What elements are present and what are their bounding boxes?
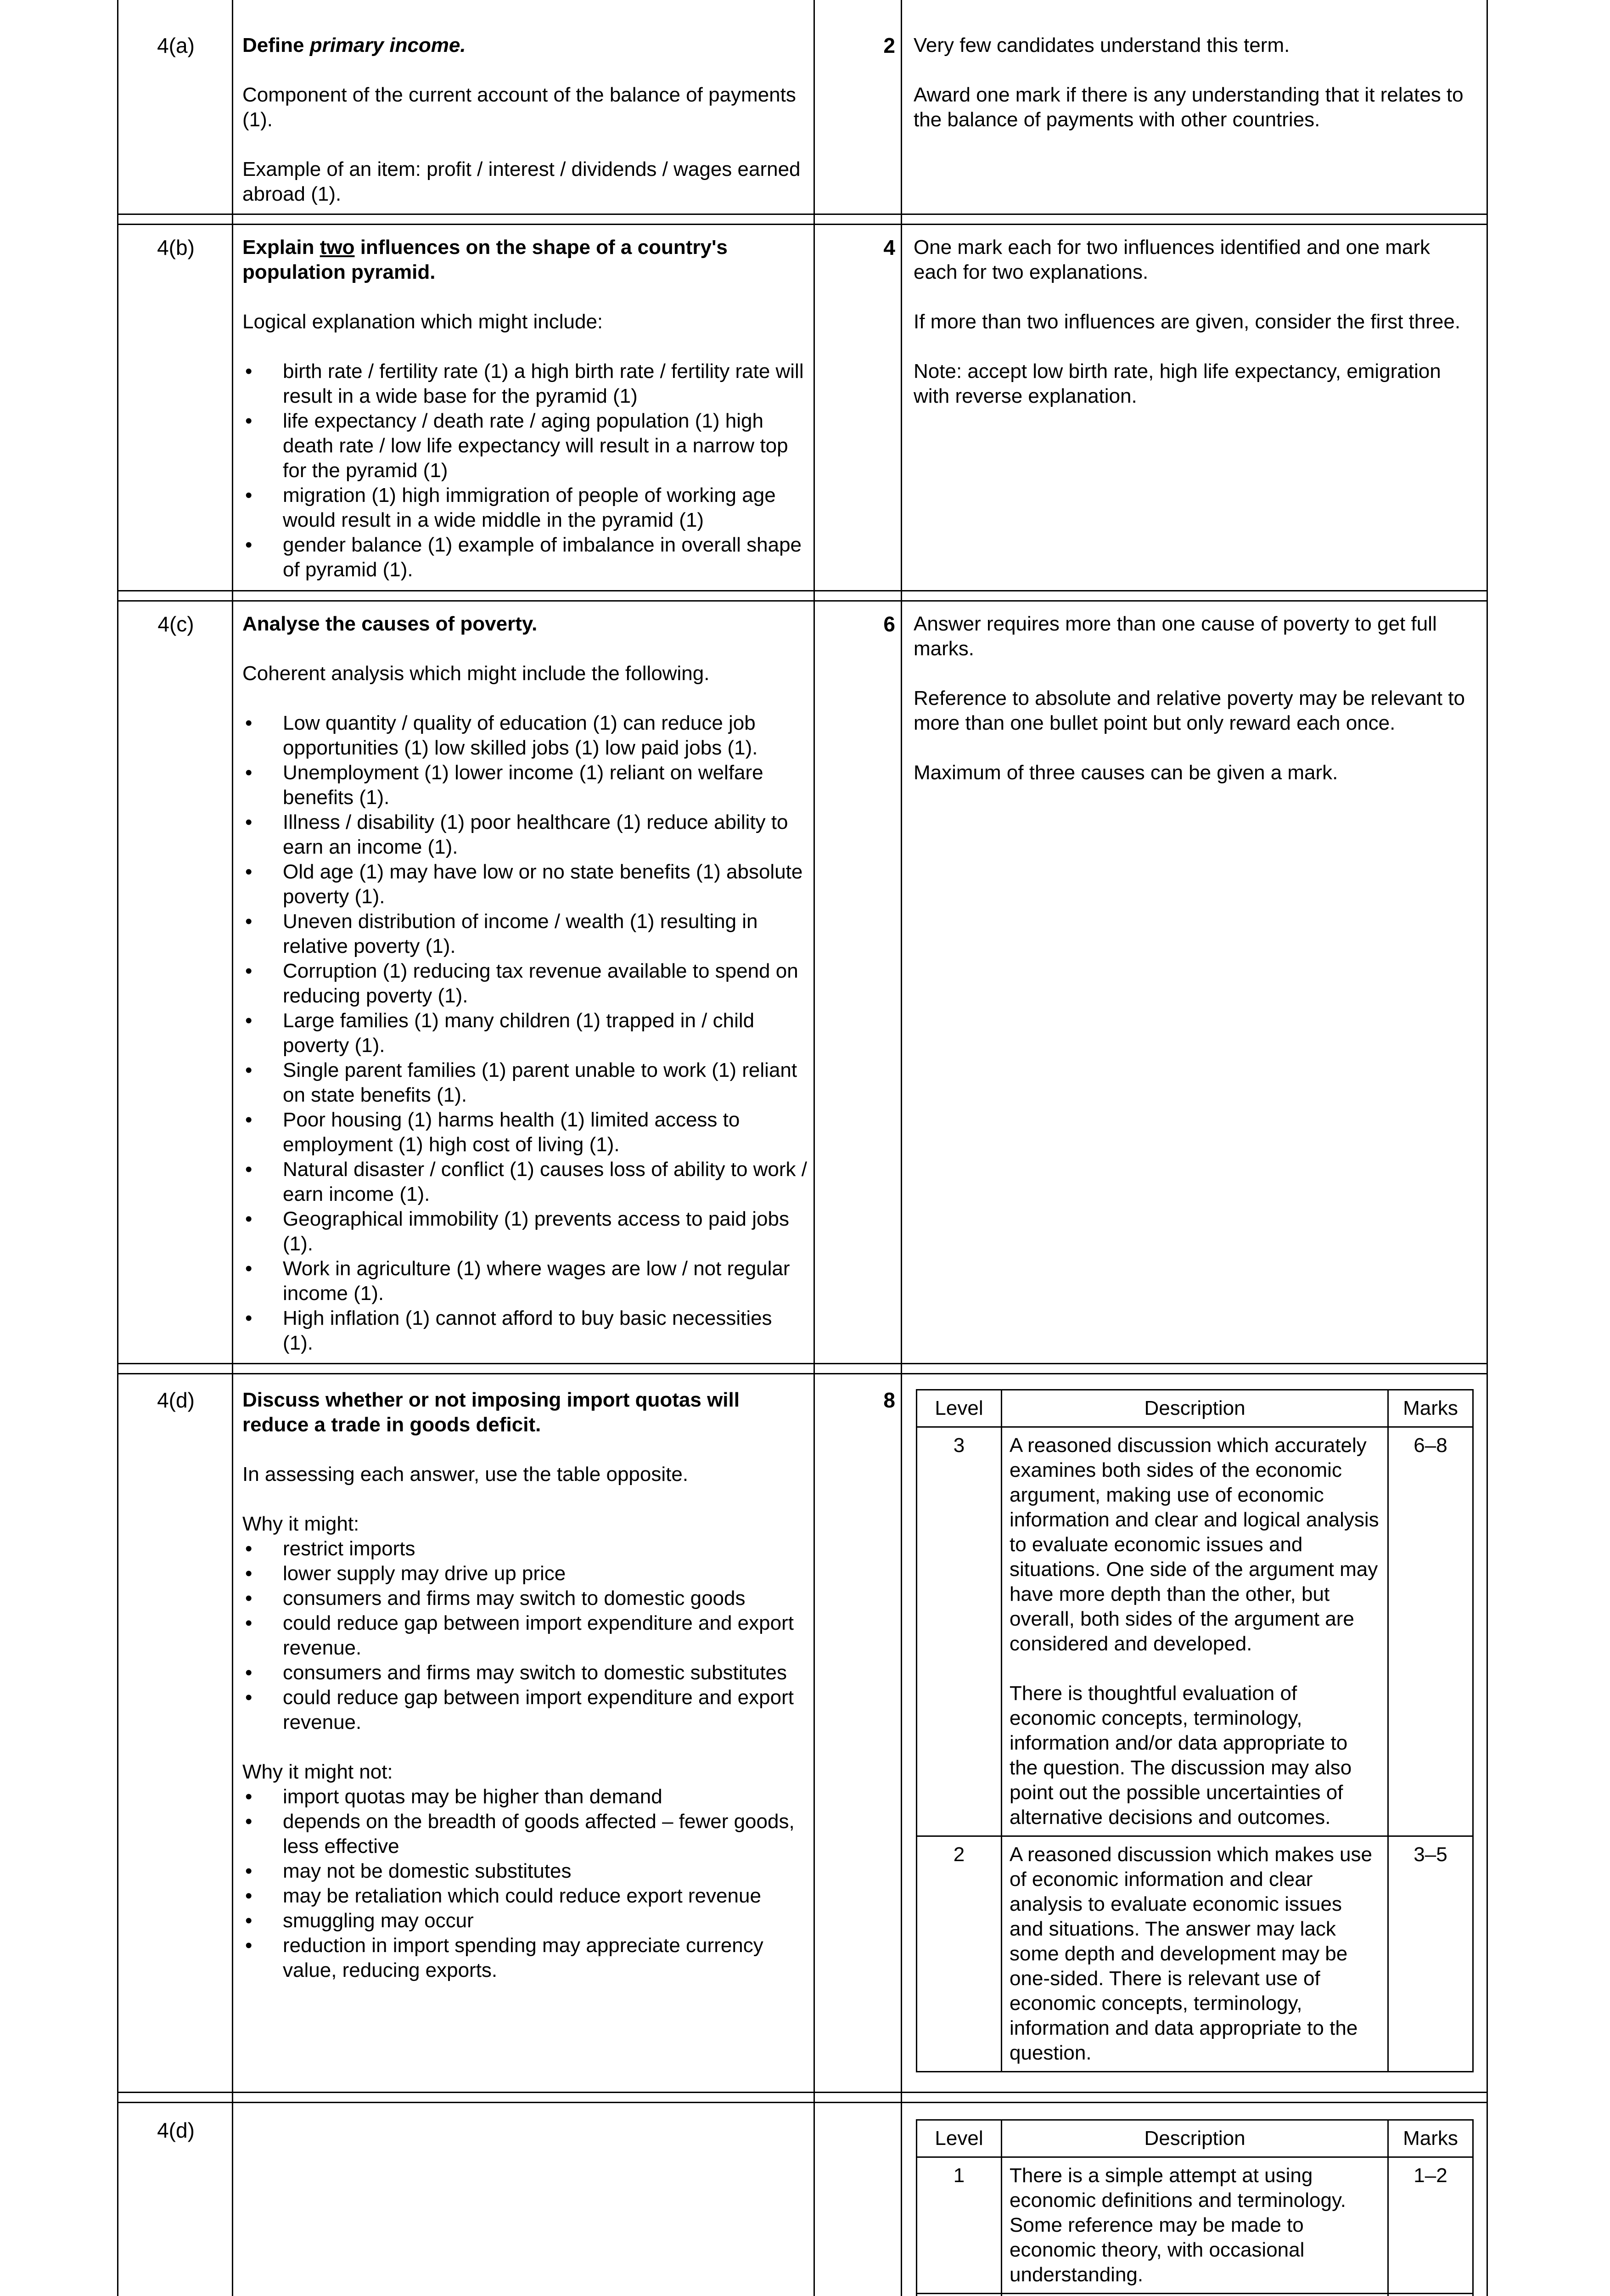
table-header-row	[917, 2120, 1473, 2157]
list-item: • restrict imports	[242, 1536, 807, 1561]
list-item: • may be retaliation which could reduce export revenue	[242, 1884, 807, 1908]
list-item: • consumers and firms may switch to domestic goods	[242, 1586, 807, 1611]
row-separator	[118, 1373, 1488, 1374]
column-header-level: Level	[917, 2120, 1002, 2157]
column-header-level: Level	[917, 1390, 1002, 1427]
question-number: 4(d)	[157, 2118, 195, 2142]
list-item: • Old age (1) may have low or no state benefits (1) absolute poverty (1).	[242, 860, 807, 909]
list-item: • Geographical immobility (1) prevents access to paid jobs (1).	[242, 1207, 807, 1256]
level-cell: 1	[917, 2157, 1002, 2294]
list-item: • smuggling may occur	[242, 1908, 807, 1933]
description-cell	[1002, 2157, 1388, 2294]
list-item: • Unemployment (1) lower income (1) reliant on welfare benefits (1).	[242, 760, 807, 810]
might-list	[242, 1536, 807, 1735]
guidance-line: Note: accept low birth rate, high life expectancy, emigration with reverse explanation.	[914, 360, 1441, 407]
answer-intro: Logical explanation which might include:	[242, 310, 603, 333]
answer-cell	[242, 1388, 807, 1983]
list-item: • birth rate / fertility rate (1) a high birth rate / fertility rate will result in a wide base for the pyramid (1)	[242, 359, 807, 409]
answer-cell	[242, 235, 807, 582]
list-item: • lower supply may drive up price	[242, 1561, 807, 1586]
table-row	[917, 2157, 1473, 2294]
row-separator	[118, 600, 1488, 602]
table-header-row	[917, 1390, 1473, 1427]
list-item: • Illness / disability (1) poor healthcare (1) reduce ability to earn an income (1).	[242, 810, 807, 860]
description-cell	[1002, 2294, 1388, 2296]
question-text: Discuss whether or not imposing import quotas will reduce a trade in goods deficit.	[242, 1389, 740, 1436]
guidance-line: One mark each for two influences identified and one mark each for two explanations.	[914, 236, 1430, 283]
table-row	[917, 1836, 1473, 2072]
marks-value: 6	[883, 612, 895, 636]
answer-line: Example of an item: profit / interest / dividends / wages earned abroad (1).	[242, 158, 801, 205]
column-divider-marks	[813, 0, 815, 2296]
list-item: • gender balance (1) example of imbalance in overall shape of pyramid (1).	[242, 533, 807, 582]
list-item: • High inflation (1) cannot afford to buy basic necessities (1).	[242, 1306, 807, 1356]
description-paragraph: A reasoned discussion which accurately examines both sides of the economic argument, making use of economic information and clear and logical analysis to evaluate economic issues and situations. One side of the argument may have more depth than the other, but overall, both sides of the argument are considered and developed.	[1010, 1434, 1379, 1655]
description-cell	[1002, 1427, 1388, 1836]
left-border	[117, 0, 118, 2296]
marks-cell: 6–8	[1388, 1427, 1473, 1836]
description-paragraph: There is thoughtful evaluation of economic concepts, terminology, information and/or data appropriate to the question. The discussion may also point out the possible uncertainties of alternative decisions and outcomes.	[1010, 1682, 1352, 1829]
list-item: • could reduce gap between import expenditure and export revenue.	[242, 1611, 807, 1660]
list-item: • Poor housing (1) harms health (1) limited access to employment (1) high cost of living (1).	[242, 1108, 807, 1157]
bullet-list	[242, 711, 807, 1356]
list-item: • could reduce gap between import expenditure and export revenue.	[242, 1685, 807, 1735]
question-number: 4(c)	[157, 612, 194, 636]
marks-cell	[1388, 2294, 1473, 2296]
level-cell: 2	[917, 1836, 1002, 2072]
column-divider-guidance	[901, 0, 902, 2296]
marks-value: 4	[883, 236, 895, 259]
list-item: • Single parent families (1) parent unable to work (1) reliant on state benefits (1).	[242, 1058, 807, 1108]
list-item: • life expectancy / death rate / aging population (1) high death rate / low life expectancy will result in a narrow top for the pyramid (1)	[242, 409, 807, 483]
bullet-list	[242, 359, 807, 582]
answer-intro: Coherent analysis which might include the following.	[242, 662, 710, 685]
column-divider-question	[232, 0, 233, 2296]
list-item: • migration (1) high immigration of people of working age would result in a wide middle in the pyramid (1)	[242, 483, 807, 533]
guidance-cell	[914, 33, 1478, 132]
question-text: Define primary income.	[242, 34, 466, 56]
might-heading: Why it might:	[242, 1513, 359, 1535]
question-number: 4(d)	[157, 1388, 195, 1412]
answer-cell	[242, 612, 807, 1356]
marks-value: 8	[883, 1388, 895, 1412]
guidance-cell	[914, 612, 1478, 785]
question-text: Explain two influences on the shape of a country's population pyramid.	[242, 236, 728, 283]
might-not-heading: Why it might not:	[242, 1761, 393, 1783]
column-header-marks: Marks	[1388, 2120, 1473, 2157]
question-number: 4(a)	[157, 34, 195, 57]
table-row	[917, 1427, 1473, 1836]
table-row	[917, 2294, 1473, 2296]
row-separator	[118, 2092, 1488, 2093]
marks-cell: 3–5	[1388, 1836, 1473, 2072]
row-separator	[118, 224, 1488, 225]
list-item: • Natural disaster / conflict (1) causes loss of ability to work / earn income (1).	[242, 1157, 807, 1207]
row-separator	[118, 214, 1488, 215]
question-number: 4(b)	[157, 236, 195, 259]
list-item: • Work in agriculture (1) where wages are low / not regular income (1).	[242, 1256, 807, 1306]
list-item: • Large families (1) many children (1) trapped in / child poverty (1).	[242, 1008, 807, 1058]
level-cell: 3	[917, 1427, 1002, 1836]
question-text: Analyse the causes of poverty.	[242, 613, 538, 635]
column-header-marks: Marks	[1388, 1390, 1473, 1427]
row-separator	[118, 590, 1488, 591]
answer-line: Component of the current account of the balance of payments (1).	[242, 84, 796, 131]
list-item: • Low quantity / quality of education (1) can reduce job opportunities (1) low skilled jobs (1) low paid jobs (1).	[242, 711, 807, 760]
list-item: • depends on the breadth of goods affected – fewer goods, less effective	[242, 1809, 807, 1859]
guidance-line: Very few candidates understand this term.	[914, 34, 1290, 56]
column-header-description: Description	[1002, 2120, 1388, 2157]
description-cell	[1002, 1836, 1388, 2072]
guidance-line: Answer requires more than one cause of poverty to get full marks.	[914, 613, 1437, 660]
guidance-cell	[914, 235, 1478, 409]
list-item: • import quotas may be higher than demand	[242, 1784, 807, 1809]
might-not-list	[242, 1784, 807, 1983]
right-border	[1487, 0, 1488, 2296]
marks-cell: 1–2	[1388, 2157, 1473, 2294]
guidance-line: Reference to absolute and relative poverty may be relevant to more than one bullet point but only reward each once.	[914, 687, 1465, 734]
description-paragraph: A reasoned discussion which makes use of economic information and clear analysis to evaluate economic issues and situations. The answer may lack some depth and development may be one-sided. There is relevant use of economic concepts, terminology, information and data appropriate to the question.	[1010, 1843, 1372, 2064]
guidance-line: If more than two influences are given, consider the first three.	[914, 310, 1461, 333]
marks-value: 2	[883, 34, 895, 57]
level-descriptor-table	[916, 1389, 1474, 2072]
list-item: • Uneven distribution of income / wealth (1) resulting in relative poverty (1).	[242, 909, 807, 959]
guidance-line: Maximum of three causes can be given a mark.	[914, 761, 1338, 784]
row-separator	[118, 2102, 1488, 2103]
guidance-line: Award one mark if there is any understanding that it relates to the balance of payments with other countries.	[914, 84, 1464, 131]
description-paragraph: There is a simple attempt at using economic definitions and terminology. Some reference may be made to economic theory, with occasional understanding.	[1010, 2164, 1346, 2286]
column-header-description: Description	[1002, 1390, 1388, 1427]
answer-cell	[242, 33, 807, 207]
list-item: • consumers and firms may switch to domestic substitutes	[242, 1660, 807, 1685]
list-item: • Corruption (1) reducing tax revenue available to spend on reducing poverty (1).	[242, 959, 807, 1008]
answer-intro: In assessing each answer, use the table opposite.	[242, 1463, 689, 1486]
list-item: • reduction in import spending may appreciate currency value, reducing exports.	[242, 1933, 807, 1983]
list-item: • may not be domestic substitutes	[242, 1859, 807, 1884]
level-descriptor-table	[916, 2119, 1474, 2296]
row-separator	[118, 1363, 1488, 1364]
level-cell	[917, 2294, 1002, 2296]
